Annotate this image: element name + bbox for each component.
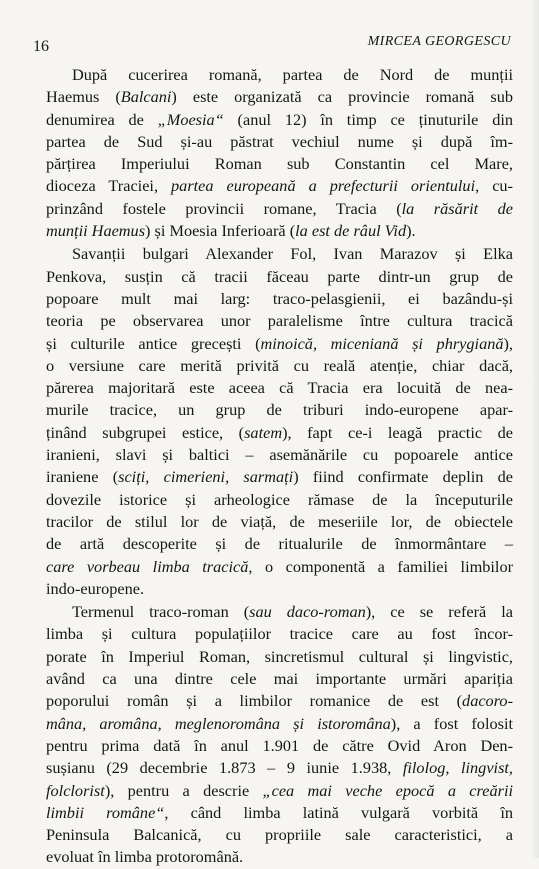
- text-run: porate în Imperiul Roman, sincretismul cultural și lingvistic,: [46, 646, 513, 666]
- text-line: [46, 533, 513, 555]
- italic-text: Balcani: [120, 87, 172, 107]
- paragraph: [46, 243, 513, 600]
- text-line: [46, 64, 513, 86]
- text-line: [46, 780, 513, 802]
- text-run: ), pentru a descrie: [104, 780, 263, 800]
- text-run: După cucerirea romană, partea de Nord de munții: [72, 65, 513, 84]
- italic-text: la est de râul Vid: [295, 221, 407, 241]
- italic-text: satem: [244, 422, 283, 442]
- text-line: [46, 422, 513, 444]
- running-head-author: MIRCEA GEORGESCU: [367, 34, 511, 49]
- text-line: [46, 355, 513, 377]
- italic-text: sau daco-roman: [249, 602, 366, 622]
- text-line: [46, 243, 513, 265]
- text-run: evoluat în limba protoromână.: [46, 847, 244, 867]
- text-run: murile tracice, un grup de triburi indo-europene apar-: [46, 400, 513, 420]
- text-line: [46, 668, 513, 690]
- text-line: [46, 377, 513, 399]
- text-line: [46, 86, 513, 108]
- text-line: [46, 399, 513, 421]
- italic-text: „Moesia“: [157, 109, 224, 129]
- text-line: [46, 578, 513, 600]
- page-number: 16: [33, 38, 49, 55]
- italic-text: „cea mai veche epocă a creării: [262, 780, 513, 800]
- page-edge-shadow: [531, 0, 539, 858]
- text-line: [46, 690, 513, 712]
- italic-text: minoică, miceniană și phrygiană: [260, 333, 504, 353]
- text-line: [46, 444, 513, 466]
- text-run: iranieni, slavi și baltici – asemănările cu popoarele antice: [46, 445, 513, 465]
- text-run: popoare mult mai larg: traco-pelasgienii, ei bazându-și: [46, 288, 513, 308]
- page-header: [33, 32, 511, 56]
- text-run: , când limba latină vulgară vorbită în: [164, 802, 513, 822]
- text-line: [46, 757, 513, 779]
- text-run: o versiune care merită privită cu reală atenție, chiar dacă,: [46, 355, 513, 375]
- text-run: ) fiind confirmate deplin de: [293, 467, 514, 487]
- text-run: și culturile antice grecești (: [46, 333, 261, 353]
- text-run: ținând subgrupei estice, (: [46, 422, 245, 442]
- text-line: [46, 266, 513, 288]
- text-line: [46, 220, 513, 242]
- text-run: ) este organizată ca provincie romană sub: [171, 87, 513, 107]
- text-run: (anul 12) în timp ce ținuturile din: [223, 109, 514, 129]
- text-line: [46, 646, 513, 668]
- text-line: [46, 333, 513, 355]
- text-run: dovezile istorice și arheologice rămase de la începuturile: [46, 489, 513, 509]
- text-run: , cu-: [475, 176, 513, 196]
- text-line: [46, 713, 513, 735]
- text-run: ).: [406, 221, 416, 241]
- text-run: Termenul traco-roman (: [72, 602, 250, 622]
- text-run: limba și cultura populațiilor tracice care au fost încor-: [46, 624, 513, 644]
- text-line: [46, 109, 513, 131]
- italic-text: partea europeană a prefecturii orientului: [171, 176, 476, 196]
- text-line: [46, 131, 513, 153]
- italic-text: folclorist: [46, 780, 105, 800]
- text-run: Haemus (: [46, 87, 121, 107]
- italic-text: care vorbeau limba tracică: [46, 556, 249, 576]
- text-run: prinzând fostele provincii romane, Tracia (: [46, 198, 402, 218]
- italic-text: sciți, cimerieni, sarmați: [118, 467, 294, 487]
- text-line: [46, 802, 513, 824]
- text-run: iraniene (: [46, 467, 119, 487]
- italic-text: dacoro-: [462, 691, 513, 711]
- italic-text: la răsărit de: [401, 198, 513, 218]
- paragraph: [46, 64, 513, 242]
- text-line: [46, 556, 513, 578]
- italic-text: filolog, lingvist,: [402, 758, 513, 778]
- text-run: ), fapt ce-i leagă practic de: [282, 422, 513, 442]
- paragraph: [46, 601, 513, 869]
- text-run: părțirea Imperiului Roman sub Constantin cel Mare,: [46, 154, 513, 174]
- text-run: tracilor de stilul lor de viață, de meseriile lor, de obiectele: [46, 511, 513, 531]
- body-text: [46, 64, 513, 869]
- text-run: Penkova, susțin că tracii făceau parte dintr-un grup de: [46, 266, 513, 286]
- text-line: [46, 601, 513, 623]
- text-run: poporului român și a limbilor romanice de est (: [46, 691, 463, 711]
- text-line: [46, 175, 513, 197]
- text-run: Peninsula Balcanică, cu propriile sale caracteristici, a: [46, 825, 513, 845]
- text-run: sușianu (29 decembrie 1.873 – 9 iunie 1.938,: [46, 758, 403, 778]
- text-line: [46, 824, 513, 846]
- text-run: indo-europene.: [46, 578, 145, 598]
- text-line: [46, 511, 513, 533]
- text-line: [46, 153, 513, 175]
- text-run: pentru prima dată în anul 1.901 de către Ovid Aron Den-: [46, 735, 513, 755]
- text-run: denumirea de: [46, 109, 158, 129]
- italic-text: mâna, aromâna, meglenoromâna și istoromâna: [46, 713, 391, 733]
- text-run: teoria pe observarea unor paralelisme între cultura tracică: [46, 311, 513, 331]
- italic-text: munții Haemus: [46, 221, 146, 241]
- text-run: Savanții bulgari Alexander Fol, Ivan Marazov și Elka: [72, 244, 513, 264]
- text-run: dioceza Traciei,: [46, 176, 172, 196]
- text-line: [46, 489, 513, 511]
- italic-text: limbii române“: [46, 802, 165, 822]
- text-run: ), ce se referă la: [365, 602, 513, 622]
- text-run: , o componentă a familiei limbilor: [248, 556, 514, 576]
- text-run: având ca una dintre cele mai importante urmări apariția: [46, 669, 513, 689]
- text-line: [46, 623, 513, 645]
- text-line: [46, 466, 513, 488]
- text-line: [46, 735, 513, 757]
- text-run: partea de Sud și-au păstrat vechiul nume și după îm-: [46, 131, 513, 151]
- text-line: [46, 310, 513, 332]
- text-line: [46, 288, 513, 310]
- text-run: de artă descoperite și de ritualurile de înmormântare –: [46, 534, 513, 554]
- text-line: [46, 198, 513, 220]
- text-run: părerea majoritară este aceea că Tracia era locuită de nea-: [46, 378, 513, 398]
- text-run: ) și Moesia Inferioară (: [145, 221, 296, 241]
- text-run: ),: [503, 333, 513, 353]
- text-run: ), a fost folosit: [390, 713, 513, 733]
